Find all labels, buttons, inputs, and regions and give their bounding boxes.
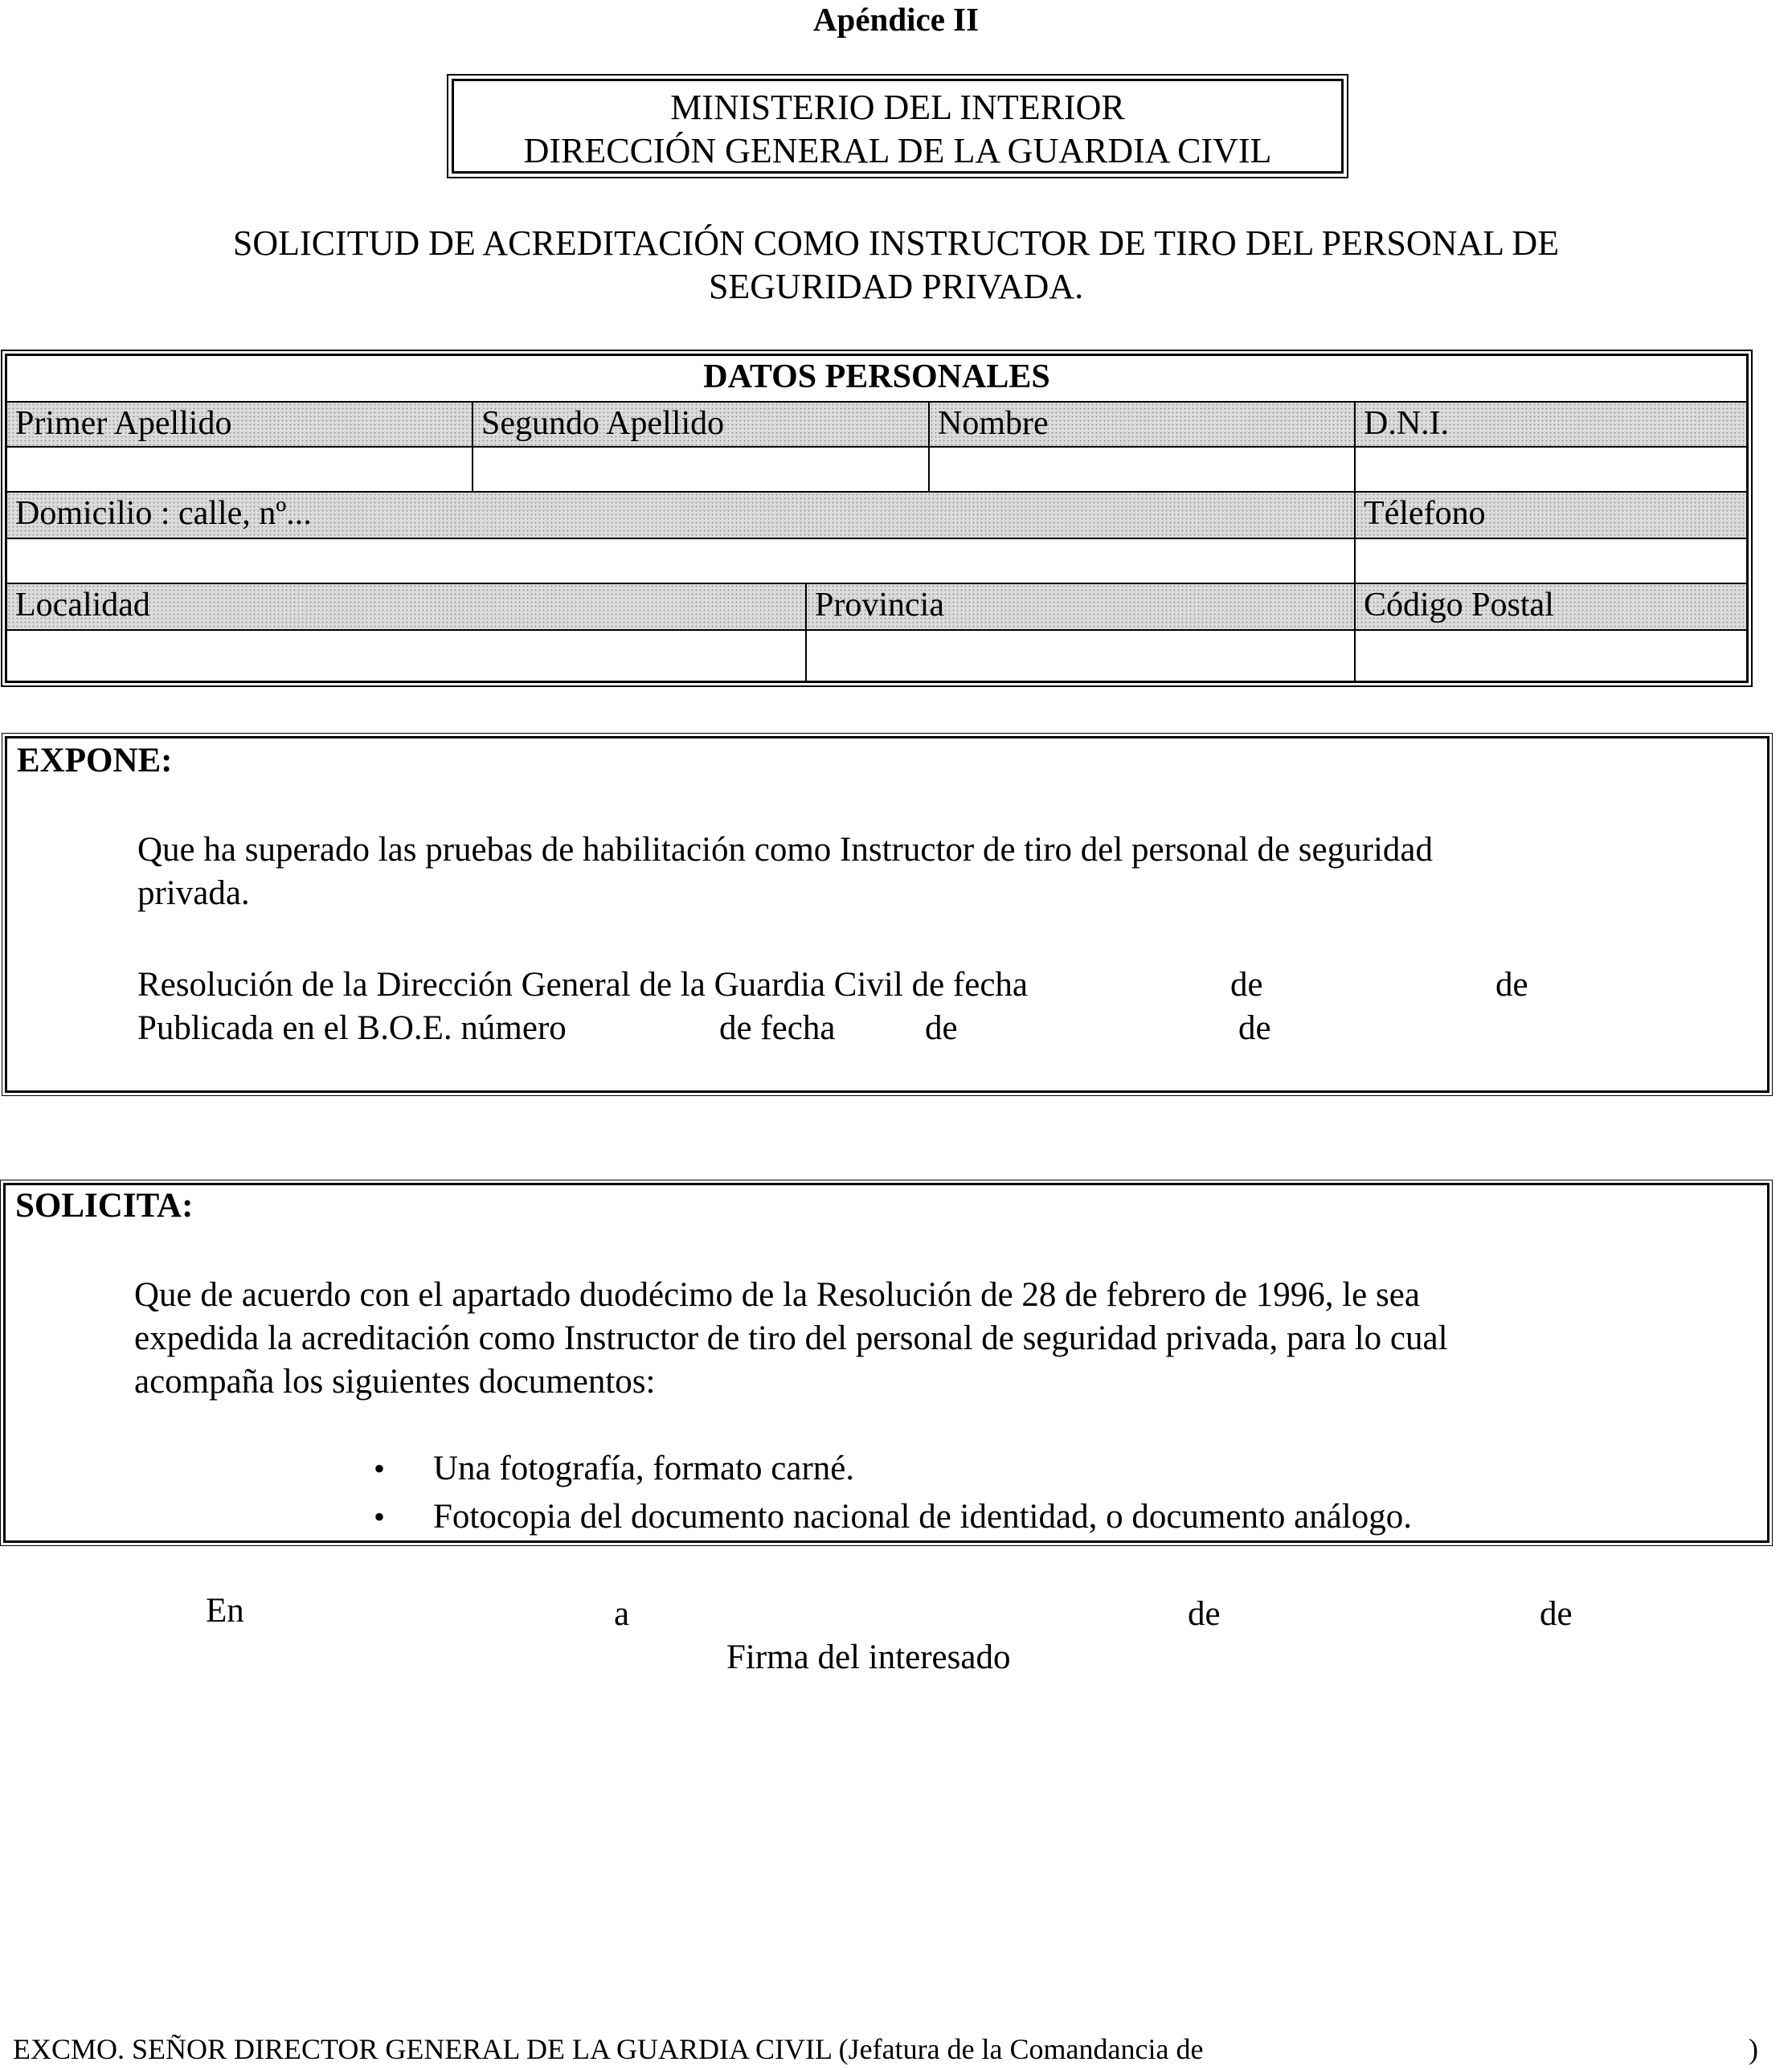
ministry-name: MINISTERIO DEL INTERIOR [670, 88, 1125, 127]
personal-data-heading: DATOS PERSONALES [7, 356, 1746, 403]
solicita-line3: acompaña los siguientes documentos: [134, 1363, 656, 1401]
personal-data-table [5, 354, 1749, 683]
localidad-field[interactable] [7, 631, 807, 681]
dni-field[interactable] [1356, 448, 1746, 493]
footer-addressee [13, 2031, 1203, 2067]
nombre-label: Nombre [930, 403, 1356, 448]
signature-de-1: de [1188, 1595, 1221, 1633]
expone-line2: privada. [137, 874, 250, 912]
footer-closing-paren: ) [1749, 2033, 1758, 2065]
resolution-text: Resolución de la Dirección General de la Guardia Civil de fecha [137, 966, 1028, 1004]
document-item: Una fotografía, formato carné. [433, 1450, 855, 1487]
boe-text: Publicada en el B.O.E. número [137, 1009, 567, 1047]
resolution-de-1: de [1230, 966, 1263, 1004]
domicilio-label: Domicilio : calle, nº... [7, 493, 1356, 539]
addressee-name: EXCMO. SEÑOR DIRECTOR GENERAL DE LA GUARDIA CIVIL [13, 2033, 832, 2065]
codigo-postal-label: Código Postal [1356, 584, 1746, 631]
domicilio-field[interactable] [7, 539, 1356, 584]
segundo-apellido-field[interactable] [473, 448, 930, 493]
expone-heading: EXPONE: [17, 742, 173, 779]
boe-de-2: de [1238, 1009, 1271, 1047]
signature-de-2: de [1540, 1595, 1573, 1633]
telefono-label: Télefono [1356, 493, 1746, 539]
request-title-line1: SOLICITUD DE ACREDITACIÓN COMO INSTRUCTOR DE TIRO DEL PERSONAL DE [232, 223, 1560, 263]
segundo-apellido-label: Segundo Apellido [473, 403, 930, 448]
appendix-title: Apéndice II [812, 1, 980, 38]
signature-caption: Firma del interesado [726, 1638, 1011, 1676]
boe-fecha: de fecha [719, 1009, 836, 1047]
signature-en: En [206, 1592, 244, 1630]
signature-a: a [614, 1595, 630, 1633]
primer-apellido-label: Primer Apellido [7, 403, 473, 448]
bullet-icon: • [374, 1450, 386, 1487]
telefono-field[interactable] [1356, 539, 1746, 584]
jefatura-text: (Jefatura de la Comandancia de [838, 2033, 1204, 2065]
expone-line1: Que ha superado las pruebas de habilitación como Instructor de tiro del personal de seguridad [137, 831, 1433, 869]
primer-apellido-field[interactable] [7, 448, 473, 493]
request-title [0, 222, 1792, 309]
nombre-field[interactable] [930, 448, 1356, 493]
expone-section [5, 736, 1769, 1093]
solicita-section [3, 1183, 1769, 1543]
solicita-line1: Que de acuerdo con el apartado duodécimo de la Resolución de 28 de febrero de 1996, le sea [134, 1276, 1420, 1314]
boe-de-1: de [925, 1009, 958, 1047]
solicita-line2: expedida la acreditación como Instructor de tiro del personal de seguridad privada, para lo cual [134, 1319, 1448, 1357]
solicita-paragraph [134, 1274, 1733, 1404]
dni-label: D.N.I. [1356, 403, 1746, 448]
provincia-field[interactable] [807, 631, 1356, 681]
codigo-postal-field[interactable] [1356, 631, 1746, 681]
document-item: Fotocopia del documento nacional de identidad, o documento análogo. [433, 1498, 1413, 1536]
request-title-line2: SEGURIDAD PRIVADA. [708, 267, 1084, 306]
expone-paragraph [137, 828, 1712, 915]
solicita-heading: SOLICITA: [15, 1187, 194, 1225]
directorate-name: DIRECCIÓN GENERAL DE LA GUARDIA CIVIL [523, 131, 1272, 170]
bullet-icon: • [374, 1499, 386, 1535]
localidad-label: Localidad [7, 584, 807, 631]
ministry-header-box [452, 79, 1344, 174]
resolution-de-2: de [1495, 966, 1528, 1004]
provincia-label: Provincia [807, 584, 1356, 631]
